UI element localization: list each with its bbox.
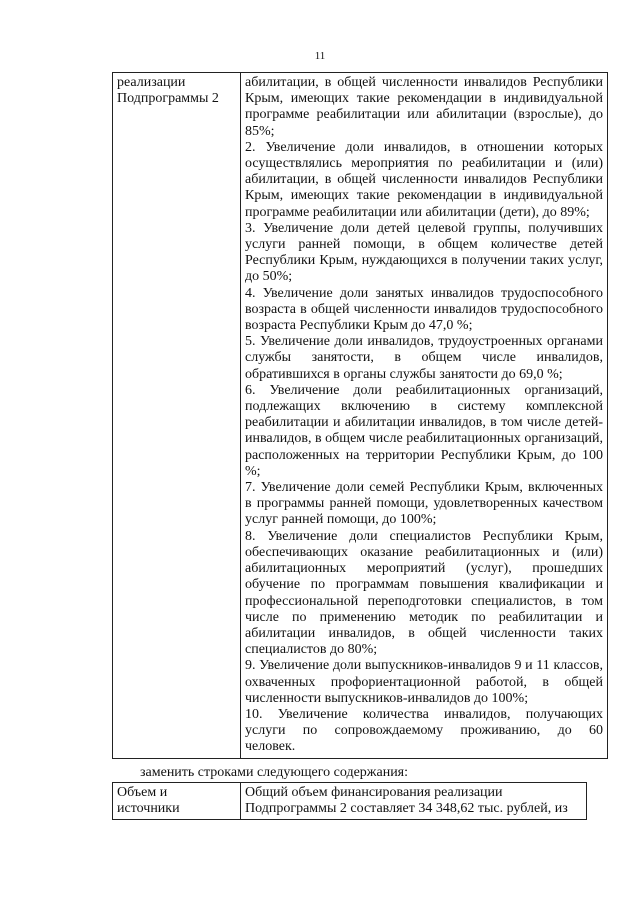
funding-table (112, 782, 587, 820)
content-line: Общий объем финансирования реализации (245, 785, 503, 800)
list-item: 9. Увеличение доли выпускников-инвалидов 9 и 11 классов, охваченных профориентационной работой, в общей численности выпускников-инвалидов до 100%; (245, 658, 603, 706)
table-row (113, 73, 608, 759)
row-label-line: Объем и (117, 785, 168, 800)
row-label-line: реализации (117, 75, 186, 90)
row-label-cell (113, 783, 241, 820)
list-item: 3. Увеличение доли детей целевой группы, получивших услуги ранней помощи, в общем количестве детей Республики Крым, нуждающихся в получении таких услуг, до 50%; (245, 220, 603, 285)
list-item: 2. Увеличение доли инвалидов, в отношении которых осуществлялись мероприятия по реабилитации и (или) абилитации, в общей численности инвалидов Республики Крым, имеющих такие рекомендации в индивидуальной программе реабилитации или абилитации (дети), до 89%; (245, 139, 603, 220)
list-item: 10. Увеличение количества инвалидов, получающих услуги по сопровождаемому проживанию, до 60 человек. (245, 706, 603, 755)
indicators-table (112, 72, 608, 759)
content-line: Подпрограммы 2 составляет 34 348,62 тыс. рублей, из (245, 801, 568, 817)
row-label-cell (113, 73, 241, 759)
row-content-cell (241, 783, 587, 820)
list-item: 8. Увеличение доли специалистов Республики Крым, обеспечивающих оказание реабилитационных и (или) абилитационных мероприятий (услуг), прошедших обучение по программам повышения квалификации и профессиональной переподготовки специалистов, в том числе по применению методик по реабилитации и абилитации инвалидов, в общей численности таких специалистов до 80%; (245, 528, 603, 658)
replacement-intro-text: заменить строками следующего содержания: (140, 765, 409, 780)
list-item: 6. Увеличение доли реабилитационных организаций, подлежащих включению в систему комплексной реабилитации и абилитации инвалидов, в том числе детей-инвалидов, в общем числе реабилитационных организаций, расположенных на территории Республики Крым, до 100 %; (245, 382, 603, 479)
row-content-cell (241, 73, 608, 759)
row-label-line: Подпрограммы 2 (117, 91, 219, 107)
page-number: 11 (314, 50, 326, 62)
list-item: 7. Увеличение доли семей Республики Крым, включенных в программы ранней помощи, удовлетворенных качеством услуг ранней помощи, до 100%; (245, 480, 603, 528)
table-row (113, 783, 587, 820)
row-label-line: источники (117, 801, 180, 817)
list-item: абилитации, в общей численности инвалидов Республики Крым, имеющих такие рекомендации в индивидуальной программе реабилитации или абилитации (взрослые), до 85%; (245, 75, 603, 139)
list-item: 5. Увеличение доли инвалидов, трудоустроенных органами службы занятости, в общем числе инвалидов, обратившихся в органы службы занятости до 69,0 %; (245, 334, 603, 382)
list-item: 4. Увеличение доли занятых инвалидов трудоспособного возраста в общей численности инвалидов трудоспособного возраста Республики Крым до 47,0 %; (245, 285, 603, 334)
